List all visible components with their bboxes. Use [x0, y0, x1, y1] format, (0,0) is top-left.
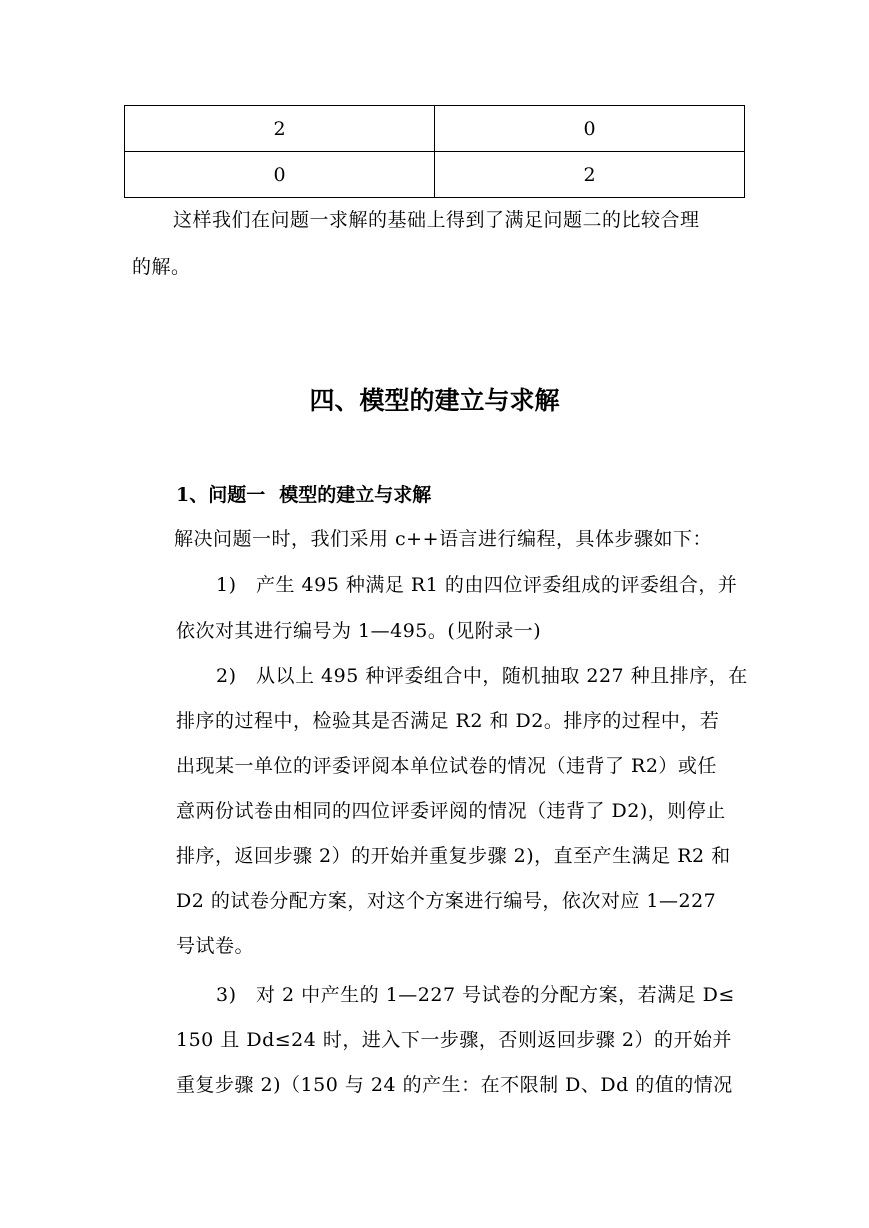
intro-paragraph-line: 这样我们在问题一求解的基础上得到了满足问题二的比较合理 [173, 209, 700, 231]
table-cell: 2 [435, 152, 745, 198]
table-row [125, 106, 745, 152]
table-cell: 2 [125, 106, 435, 152]
section-heading: 四、模型的建立与求解 [309, 386, 560, 415]
intro-paragraph-line: 的解。 [132, 256, 191, 278]
step-line: 意两份试卷由相同的四位评委评阅的情况（违背了 D2)，则停止 [176, 800, 726, 822]
step-line: 排序，返回步骤 2）的开始并重复步骤 2)，直至产生满足 R2 和 [176, 845, 731, 867]
step-line: 重复步骤 2)（150 与 24 的产生：在不限制 D、Dd 的值的情况 [176, 1074, 733, 1096]
table-cell: 0 [125, 152, 435, 198]
step-line: 号试卷。 [176, 935, 255, 957]
lead-text: 解决问题一时，我们采用 c++语言进行编程，具体步骤如下： [174, 528, 713, 550]
step-line: 150 且 Dd≤24 时，进入下一步骤，否则返回步骤 2）的开始并 [176, 1029, 733, 1051]
data-table [124, 105, 745, 198]
step-line: 出现某一单位的评委评阅本单位试卷的情况（违背了 R2）或任 [176, 755, 717, 777]
subsection-title: 模型的建立与求解 [279, 484, 432, 506]
step-line: D2 的试卷分配方案，对这个方案进行编号，依次对应 1—227 [176, 890, 717, 912]
step-line: 排序的过程中，检验其是否满足 R2 和 D2。排序的过程中，若 [176, 710, 720, 732]
subsection-heading [176, 486, 431, 505]
step-line: 2) 从以上 495 种评委组合中，随机抽取 227 种且排序，在 [216, 665, 748, 687]
step-line: 1) 产生 495 种满足 R1 的由四位评委组成的评委组合，并 [216, 574, 738, 596]
table-cell: 0 [435, 106, 745, 152]
step-line: 依次对其进行编号为 1—495。(见附录一) [176, 620, 542, 642]
table-row [125, 152, 745, 198]
subsection-number: 1、问题一 [176, 484, 266, 506]
step-line: 3) 对 2 中产生的 1—227 号试卷的分配方案，若满足 D≤ [216, 984, 735, 1006]
